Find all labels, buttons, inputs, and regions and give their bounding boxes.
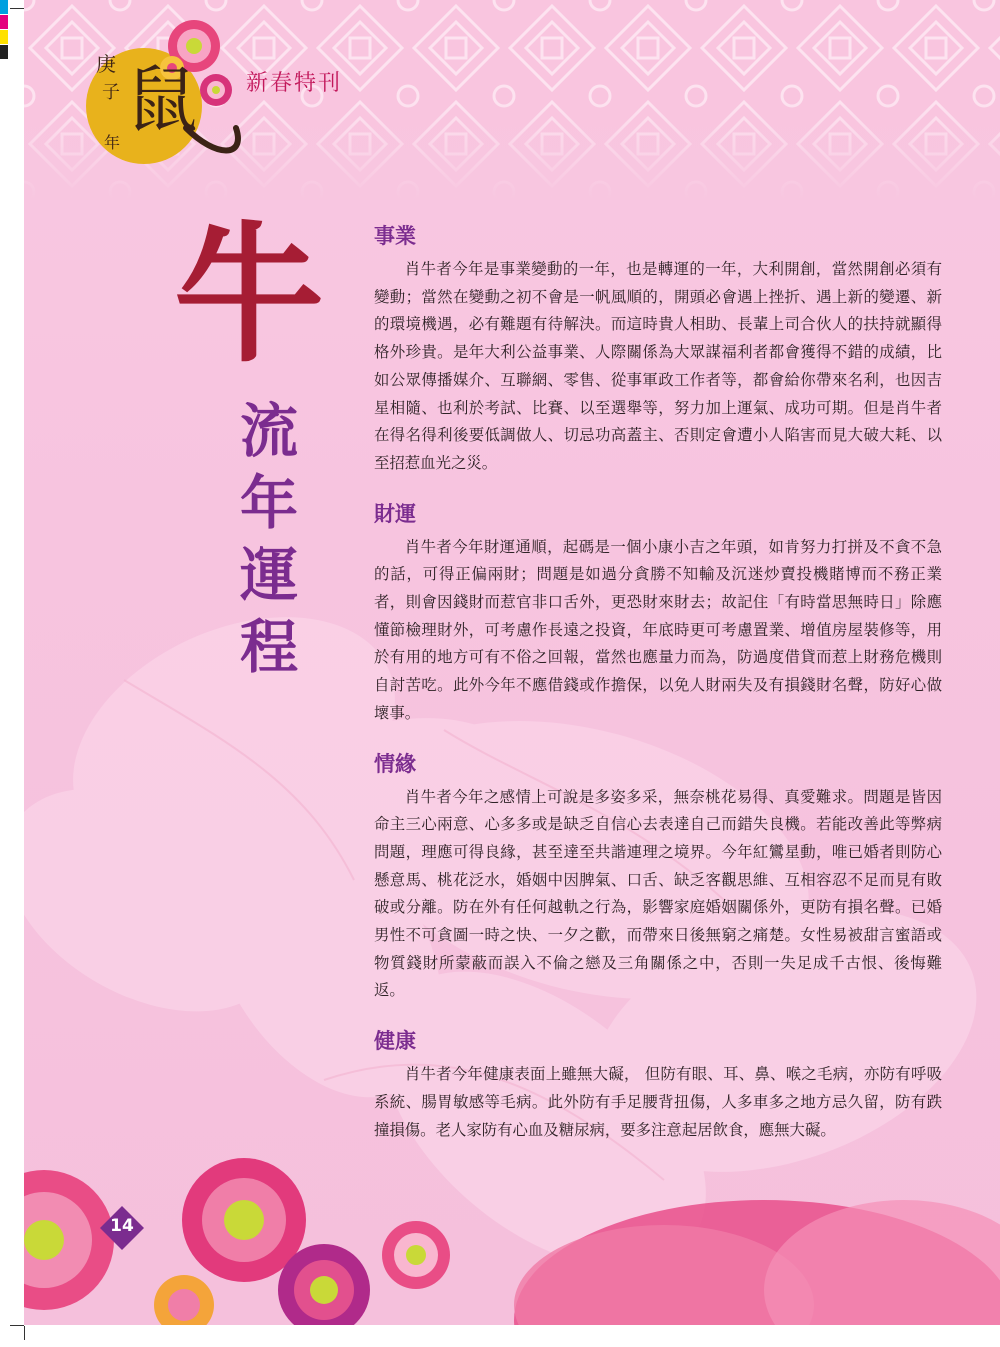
section-title: 健康: [374, 1029, 416, 1054]
crop-mark-bottom: [24, 1326, 25, 1340]
emblem-char-zi: 子: [102, 82, 120, 103]
section-title: 財運: [374, 501, 416, 526]
section-romance: [374, 750, 942, 1006]
section-body: 肖牛者今年健康表面上雖無大礙， 但防有眼、耳、鼻、喉之毛病，亦防有呼吸系統、腸胃敏感等毛病。此外防有手足腰背扭傷，人多車多之地方忌久留，防有跌撞損傷。老人家防有心血及糖尿病，要多注意起居飲食，應無大礙。: [374, 1065, 942, 1139]
section-body: 肖牛者今年之感情上可說是多姿多采，無奈桃花易得、真愛難求。問題是皆因命主三心兩意、心多多或是缺乏自信心去表達自己而錯失良機。若能改善此等弊病問題，理應可得良緣，甚至達至共諧連理之境界。今年紅鸞星動，唯已婚者則防心懸意馬、桃花泛水，婚姻中因脾氣、口舌、缺乏客觀思維、互相容忍不足而見有敗破或分離。防在外有任何越軌之行為，影響家庭婚姻關係外，更防有損名聲。已婚男性不可貪圖一時之快、一夕之歡，而帶來日後無窮之痛楚。女性易被甜言蜜語或物質錢財所蒙蔽而誤入不倫之戀及三角關係之中，否則一失足成千古恨、後悔難返。: [374, 787, 942, 1000]
vertical-title-char: 運: [239, 541, 298, 609]
zodiac-character: 牛: [174, 207, 325, 383]
bottom-flowers-decoration: [24, 1130, 1000, 1325]
vertical-title-char: 流: [239, 397, 298, 465]
section-body: 肖牛者今年財運通順，起碼是一個小康小吉之年頭，如肯努力打拼及不貪不急的話，可得正偏兩財；問題是如過分貪勝不知輸及沉迷炒賣投機賭博而不務正業者，則會因錢財而惹官非口舌外，更恐財來財去；故記住「有時當思無時日」除應懂節檢理財外，可考慮作長遠之投資，年底時更可考慮置業、增值房屋裝修等，用於有用的地方可有不俗之回報，當然也應量力而為，防過度借貸而惹上財務危機則自討苦吃。此外今年不應借錢或作擔保，以免人財兩失及有損錢財名聲，防好心做壞事。: [374, 537, 942, 722]
section-body: 肖牛者今年是事業變動的一年，也是轉運的一年，大利開創，當然開創必須有變動；當然在變動之初不會是一帆風順的，開頭必會遇上挫折、遇上新的變遷、新的環境機遇，必有難題有待解決。而這時貴人相助、長輩上司合伙人的扶持就顯得格外珍貴。是年大利公益事業、人際關係為大眾謀福利者都會獲得不錯的成績，比如公眾傳播媒介、互聯網、零售、從事軍政工作者等，都會給你帶來名利，也因吉星相隨、也利於考試、比賽、以至選舉等，努力加上運氣、成功可期。但是肖牛者在得名得利後要低調做人、切忌功高蓋主、否則定會遭小人陷害而見大破大耗、以至招惹血光之災。: [374, 260, 942, 472]
crop-mark-left: [10, 8, 24, 9]
section-wealth: [374, 500, 942, 728]
emblem-rat-character: 鼠: [126, 58, 199, 142]
emblem-char-nian: 年: [104, 133, 121, 152]
cmyk-color-bar: [0, 0, 8, 60]
section-health: [374, 1027, 942, 1144]
vertical-title: [234, 395, 304, 683]
emblem-char-geng: 庚: [96, 52, 116, 76]
section-career: [374, 222, 942, 478]
magazine-page: [24, 0, 1000, 1325]
section-title: 情緣: [374, 751, 416, 776]
vertical-title-char: 年: [239, 469, 298, 537]
section-title: 事業: [374, 224, 416, 248]
article-content: [374, 222, 942, 1166]
crop-mark-bottom-left: [10, 1325, 24, 1326]
page-number: 14: [110, 1216, 134, 1236]
vertical-title-char: 程: [239, 613, 298, 681]
feature-title: 新春特刊: [246, 71, 343, 96]
